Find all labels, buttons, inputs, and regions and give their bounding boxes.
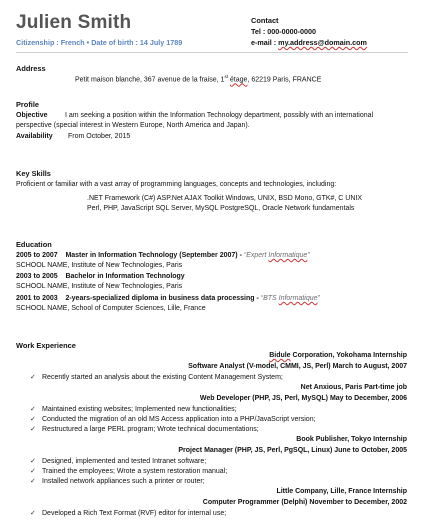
email-label: e-mail : [251, 38, 277, 47]
education-item [16, 295, 320, 302]
contact-tel [251, 27, 316, 36]
check-icon: ✓ [30, 426, 36, 433]
check-icon: ✓ [30, 510, 36, 517]
education-quote-post: ” [317, 295, 320, 302]
tel-value: 000-0000-0000 [267, 27, 317, 36]
objective-label: Objective [16, 112, 48, 119]
tel-label: Tel : [251, 27, 266, 36]
contact-email [251, 38, 367, 47]
address-line-b: , 62219 Paris, FRANCE [247, 76, 322, 84]
company-name-rest: Corporation, Yokohama Internship [290, 352, 407, 359]
skills-intro: Proficient or familiar with a vast array of programming languages, concepts and technologies, including: [16, 181, 337, 188]
education-degree: Bachelor in Information Technology [65, 273, 185, 280]
education-quote-post: ” [307, 252, 310, 259]
job-bullet-text: Conducted the migration of an old MS Access application into a PHP/JavaScript version; [42, 416, 316, 423]
education-school: SCHOOL NAME, Institute of New Technologies, Paris [16, 262, 183, 269]
job-bullet-text: Trained the employees; Wrote a system restoration manual; [42, 468, 228, 475]
job-bullet-text: Recently started an analysis about the existing Content Management System; [42, 374, 283, 381]
availability-value: From October, 2015 [68, 133, 131, 140]
education-dates: 2003 to 2005 [16, 273, 58, 280]
job-bullet-text: Restructured a large PERL program; Wrote technical documentations; [42, 426, 259, 433]
skills-line-1: .NET Framework (C#) ASP.Net AJAX Toolkit Windows, UNIX, BSD Mono, GTK#, C UNIX [87, 195, 363, 202]
education-school: SCHOOL NAME, Institute of New Technologies, Paris [16, 283, 183, 290]
job-role: Project Manager (PHP, JS, Perl, PgSQL, Linux) June to October, 2005 [178, 447, 407, 454]
check-icon: ✓ [30, 468, 36, 475]
job-bullet [30, 467, 227, 475]
address-title: Address [16, 64, 46, 73]
email-link[interactable]: my.address@domain.com [278, 38, 367, 47]
objective-line-2: perspective (special interest in Western Europe, North America and Japan). [16, 122, 250, 129]
education-dates: 2005 to 2007 [16, 252, 58, 259]
header-divider [16, 52, 408, 53]
job-role: Web Developer (PHP, JS, Perl, MySQL) May to December, 2006 [199, 395, 407, 402]
objective-line-1: I am seeking a position within the Information Technology department, possibly with an international [65, 112, 374, 119]
job-role: Computer Programmer (Delphi) November to December, 2002 [202, 499, 407, 506]
address-etage: étage [229, 76, 248, 84]
job-bullet [30, 457, 206, 465]
profile-title: Profile [16, 100, 39, 109]
job-bullet-text: Maintained existing websites; Implemented new functionalities; [42, 406, 237, 413]
job-bullet-text: Developed a Rich Text Format (RVF) editor for internal use; [42, 510, 227, 517]
personal-details: Citizenship : French • Date of birth : 14 July 1789 [16, 38, 183, 47]
job-bullet [30, 373, 283, 381]
job-bullet [30, 405, 237, 413]
address-sup: st [224, 74, 228, 79]
job-bullet [30, 415, 316, 423]
job-bullet [30, 477, 205, 485]
education-title: Education [16, 240, 52, 249]
person-name: Julien Smith [16, 12, 132, 33]
education-item [16, 252, 310, 259]
job-bullet-text: Installed network appliances such a printer or router; [42, 478, 205, 485]
education-item [16, 273, 185, 280]
education-degree: 2-years-specialized diploma in business data processing - [65, 295, 259, 302]
job-company: Book Publisher, Tokyo Internship [296, 436, 407, 443]
job-bullet [30, 509, 226, 517]
education-degree: Master in Information Technology (September 2007) - [65, 252, 242, 259]
check-icon: ✓ [30, 374, 36, 381]
education-dates: 2001 to 2003 [16, 295, 58, 302]
education-quote-word: Informatique [278, 295, 318, 302]
address-text [75, 74, 321, 83]
job-company: Little Company, Lille, France Internship [276, 488, 407, 495]
education-school: SCHOOL NAME, School of Computer Sciences, Lille, France [16, 305, 206, 312]
education-quote-pre: “BTS [260, 295, 279, 302]
job-role: Software Analyst (V-model, CMMI, JS, Perl) March to August, 2007 [188, 363, 407, 370]
check-icon: ✓ [30, 478, 36, 485]
work-title: Work Experience [16, 341, 76, 350]
contact-title: Contact [251, 16, 279, 25]
address-line-a: Petit maison blanche, 367 avenue de la fraise, 1 [75, 76, 225, 84]
job-bullet-text: Designed, implemented and tested Intranet software; [42, 458, 207, 465]
check-icon: ✓ [30, 416, 36, 423]
check-icon: ✓ [30, 458, 36, 465]
education-quote-word: Informatique [268, 252, 308, 259]
skills-line-2: Perl, PHP, JavaScript SQL Server, MySQL PostgreSQL, Oracle Network fundamentals [87, 205, 355, 212]
skills-title: Key Skills [16, 169, 51, 178]
job-company: Net Anxious, Paris Part-time job [300, 384, 407, 391]
education-quote-pre: “Expert [243, 252, 269, 259]
availability-label: Availability [16, 133, 53, 140]
check-icon: ✓ [30, 406, 36, 413]
company-name-underlined: Bidule [269, 352, 291, 359]
job-company [269, 352, 407, 359]
job-bullet [30, 425, 259, 433]
